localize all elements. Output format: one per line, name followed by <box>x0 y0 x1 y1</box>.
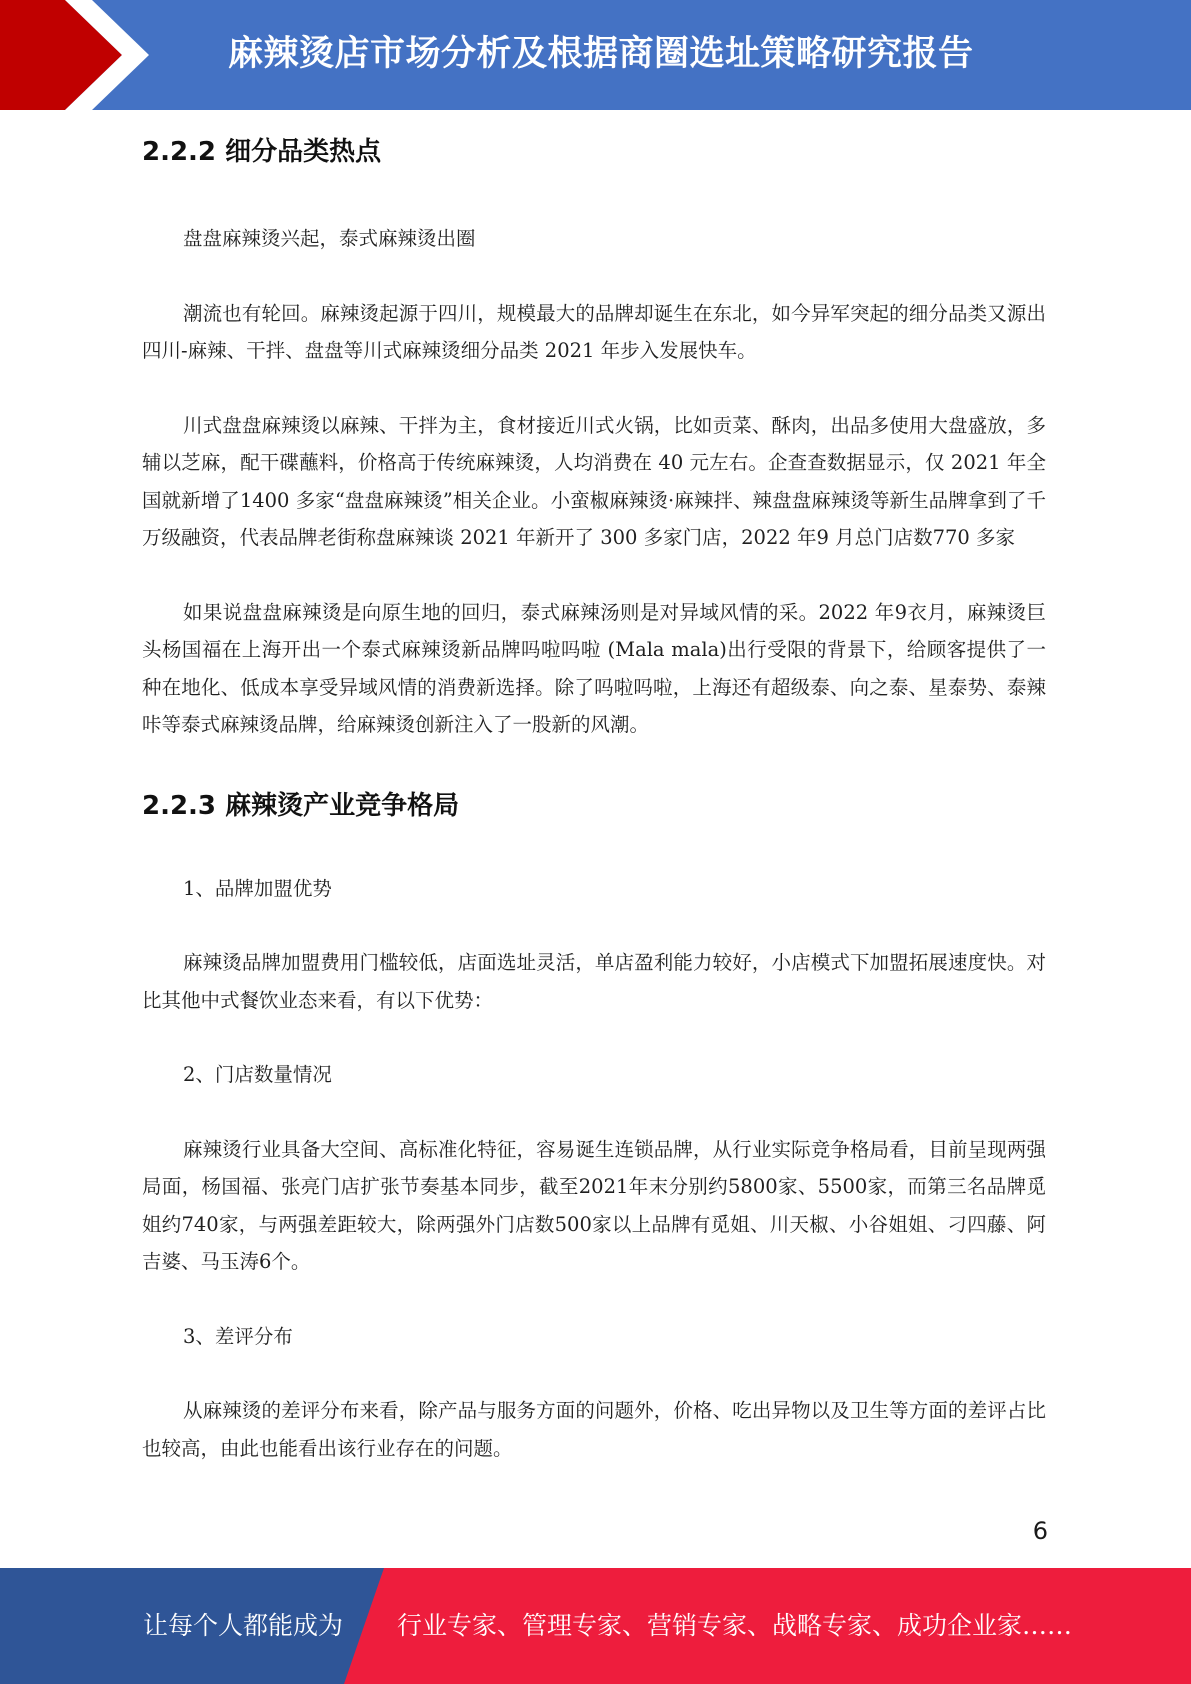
section-heading-2-2-3: 2.2.3 麻辣烫产业竞争格局 <box>142 790 460 821</box>
subheading-brand-franchise: 1、品牌加盟优势 <box>183 876 332 900</box>
paragraph: 麻辣烫品牌加盟费用门槛较低，店面选址灵活，单店盈利能力较好，小店模式下加盟拓展速度快。对比其他中式餐饮业态来看，有以下优势： <box>142 951 1046 1012</box>
document-title: 麻辣烫店市场分析及根据商圈选址策略研究报告 <box>228 34 974 74</box>
paragraph: 从麻辣烫的差评分布来看，除产品与服务方面的问题外，价格、吃出异物以及卫生等方面的差评占比也较高，由此也能看出该行业存在的问题。 <box>142 1399 1046 1460</box>
paragraph: 川式盘盘麻辣烫以麻辣、干拌为主，食材接近川式火锅，比如贡菜、酥肉，出品多使用大盘盛放，多辅以芝麻，配干碟蘸料，价格高于传统麻辣烫，人均消费在 40 元左右。企查查数据显示，仅 2021 年全国就新增了1400 多家“盘盘麻辣烫”相关企业。小蛮椒麻辣烫·麻辣拌、辣盘盘麻辣烫等新生品牌拿到了千万级融资，代表品牌老街称盘麻辣谈 2021 年新开了 300 多家门店，2022 年9 月总门店数770 多家 <box>142 413 1046 549</box>
page-number: 6 <box>1032 1517 1048 1545</box>
paragraph: 麻辣烫行业具备大空间、高标准化特征，容易诞生连锁品牌，从行业实际竞争格局看，目前呈现两强局面，杨国福、张亮门店扩张节奏基本同步，截至2021年末分别约5800家、5500家，而第三名品牌觅姐约740家，与两强差距较大，除两强外门店数500家以上品牌有觅姐、川天椒、小谷姐姐、刁四藤、阿吉婆、马玉涛6个。 <box>142 1137 1046 1273</box>
subheading-store-count: 2、门店数量情况 <box>183 1063 332 1086</box>
paragraph: 潮流也有轮回。麻辣烫起源于四川，规模最大的品牌却诞生在东北，如今异军突起的细分品类又源出四川-麻辣、干拌、盘盘等川式麻辣烫细分品类 2021 年步入发展快车。 <box>142 301 1046 362</box>
page-footer <box>0 1568 1191 1684</box>
page-header <box>0 0 1191 110</box>
paragraph: 如果说盘盘麻辣烫是向原生地的回归，泰式麻辣汤则是对异域风情的采。2022 年9衣月，麻辣烫巨头杨国福在上海开出一个泰式麻辣烫新品牌吗啦吗啦 (Mala mala)出行受限的背景下，给顾客提供了一种在地化、低成本享受异域风情的消费新选择。除了吗啦吗啦，上海还有超级泰、向之泰、星泰势、泰辣咔等泰式麻辣烫品牌，给麻辣烫创新注入了一股新的风潮。 <box>142 600 1046 736</box>
paragraph: 盘盘麻辣烫兴起，泰式麻辣烫出圈 <box>183 227 476 250</box>
page-content <box>142 122 1046 1467</box>
section-heading-2-2-2: 2.2.2 细分品类热点 <box>142 137 382 167</box>
footer-slogan-left: 让每个人都能成为 <box>143 1611 344 1640</box>
footer-slogan-right: 行业专家、管理专家、营销专家、战略专家、成功企业家…… <box>397 1611 1073 1640</box>
subheading-negative-reviews: 3、差评分布 <box>183 1324 293 1348</box>
